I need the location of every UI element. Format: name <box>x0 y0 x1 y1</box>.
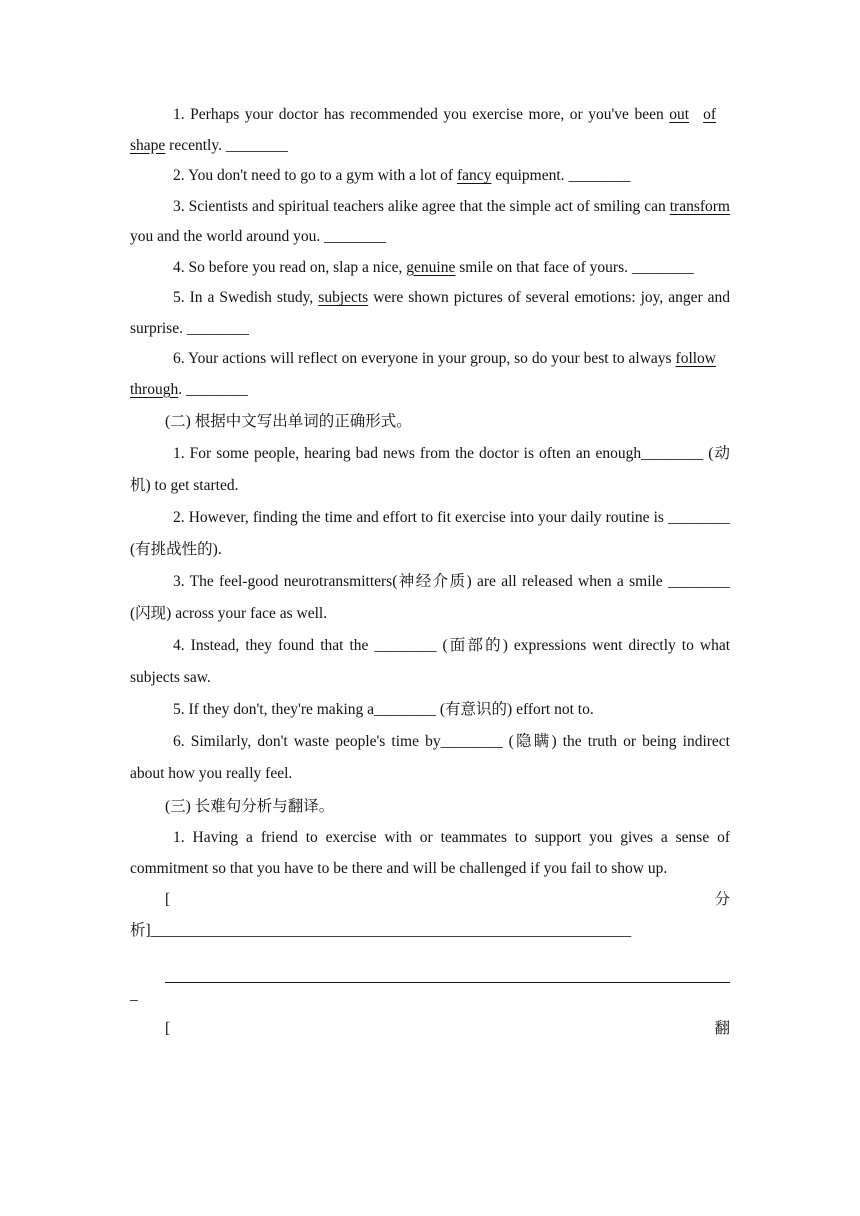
item-text: smile on that face of yours. <box>455 258 632 276</box>
item-number: 6. <box>173 733 185 750</box>
underlined-word: genuine <box>406 258 456 276</box>
item-text: were shown pictures of several emotions: joy, anger and surprise. <box>130 289 731 337</box>
item-text: Having a friend to exercise with or teammates to support you gives a sense of commitment so that you have to be there and will be challenged if you fail to show up. <box>130 829 731 877</box>
answer-blank[interactable]: ________ <box>668 573 730 590</box>
bracket-open: [ <box>165 891 171 908</box>
item-text: So before you read on, slap a nice, <box>188 258 407 276</box>
part1-item-1 <box>130 100 730 161</box>
item-number: 1. <box>173 445 185 462</box>
item-text: equipment. <box>491 167 569 184</box>
answer-blank[interactable]: ________ <box>440 733 503 750</box>
section-heading-3: (三) 长难句分析与翻译。 <box>165 798 335 815</box>
answer-blank[interactable]: ________ <box>185 380 248 398</box>
item-text: . <box>178 380 186 398</box>
item-number: 1. <box>173 106 185 123</box>
underlined-phrase-word: of <box>703 106 717 123</box>
analysis-line <box>130 884 730 915</box>
item-number: 2. <box>173 509 185 526</box>
item-text: You don't need to go to a gym with a lot of <box>187 167 457 184</box>
item-text: (有挑战性的). <box>130 541 222 558</box>
underlined-word: subjects <box>318 289 369 306</box>
part1-item-4 <box>130 253 730 284</box>
part2-item-3 <box>130 566 730 630</box>
item-text: Your actions will reflect on everyone in your group, so do your best to always <box>188 350 676 367</box>
item-number: 5. <box>173 289 185 306</box>
underlined-word: fancy <box>456 167 492 184</box>
item-text: Perhaps your doctor has recommended you exercise more, or you've been <box>190 106 670 123</box>
part2-item-5 <box>130 694 730 726</box>
item-text: Similarly, don't waste people's time by <box>190 733 441 750</box>
answer-blank[interactable]: ________ <box>641 445 704 462</box>
analysis-label-end: 析] <box>130 922 151 939</box>
item-text: recently. <box>165 136 226 154</box>
answer-blank[interactable]: ________ <box>668 509 730 526</box>
item-text: Scientists and spiritual teachers alike agree that the simple act of smiling can <box>188 197 670 215</box>
item-number: 6. <box>173 350 185 367</box>
analysis-extra-rule[interactable] <box>165 958 730 983</box>
item-text: If they don't, they're making a <box>188 701 375 718</box>
item-text: In a Swedish study, <box>189 289 319 306</box>
answer-blank[interactable]: ________ <box>374 701 437 718</box>
item-number: 3. <box>173 573 185 590</box>
underlined-phrase-word: out <box>669 106 690 123</box>
answer-blank[interactable]: ________ <box>324 228 387 245</box>
item-number: 4. <box>173 258 185 276</box>
section-heading-2: (二) 根据中文写出单词的正确形式。 <box>165 413 412 430</box>
part2-item-6 <box>130 726 730 790</box>
translation-line <box>130 1013 730 1044</box>
part1-item-3 <box>130 192 730 253</box>
item-number: 2. <box>173 167 185 184</box>
item-text: (闪现) across your face as well. <box>130 605 328 622</box>
analysis-label-start: 分 <box>714 891 730 908</box>
item-text: (动机) to get started. <box>130 445 731 494</box>
item-text: (有意识的) effort not to. <box>436 701 594 718</box>
answer-blank[interactable]: ________ <box>186 319 249 337</box>
translation-label-start: 翻 <box>714 1020 730 1037</box>
part2-item-1 <box>130 438 730 502</box>
underlined-word: transform <box>669 197 730 215</box>
item-number: 5. <box>173 701 185 718</box>
item-text: you and the world around you. <box>130 228 325 245</box>
underlined-phrase-word: shape <box>130 136 166 154</box>
item-text: Instead, they found that the <box>190 637 375 654</box>
item-text: For some people, hearing bad news from the doctor is often an enough <box>189 445 642 462</box>
analysis-rule-tail: _ <box>130 986 138 1003</box>
bracket-open: [ <box>165 1020 171 1037</box>
analysis-answer-blank[interactable]: ______________________________________________________________ <box>150 922 632 939</box>
answer-blank[interactable]: ________ <box>568 167 631 184</box>
part3-item-1 <box>130 823 730 884</box>
worksheet-content <box>130 100 730 1044</box>
item-text: The feel-good neurotransmitters(神经介质) are all released when a smile <box>189 573 668 590</box>
item-text: (面部的) expressions went directly to what subjects saw. <box>130 637 730 686</box>
underlined-phrase-word: through <box>130 380 179 398</box>
part1-item-2 <box>130 161 730 192</box>
answer-blank[interactable]: ________ <box>225 136 288 154</box>
answer-blank[interactable]: ________ <box>374 637 437 654</box>
analysis-answer-line <box>130 915 730 946</box>
underlined-phrase-word: follow <box>675 350 716 367</box>
item-number: 4. <box>173 637 185 654</box>
part1-item-6 <box>130 344 730 405</box>
item-number: 3. <box>173 197 185 215</box>
part1-item-5 <box>130 283 730 344</box>
item-number: 1. <box>173 829 185 846</box>
item-text: However, finding the time and effort to fit exercise into your daily routine is <box>188 509 668 526</box>
part2-item-2 <box>130 502 730 566</box>
answer-blank[interactable]: ________ <box>631 258 694 276</box>
part2-item-4 <box>130 630 730 694</box>
item-text: (隐瞒) the truth or being indirect about how you really feel. <box>130 733 730 782</box>
